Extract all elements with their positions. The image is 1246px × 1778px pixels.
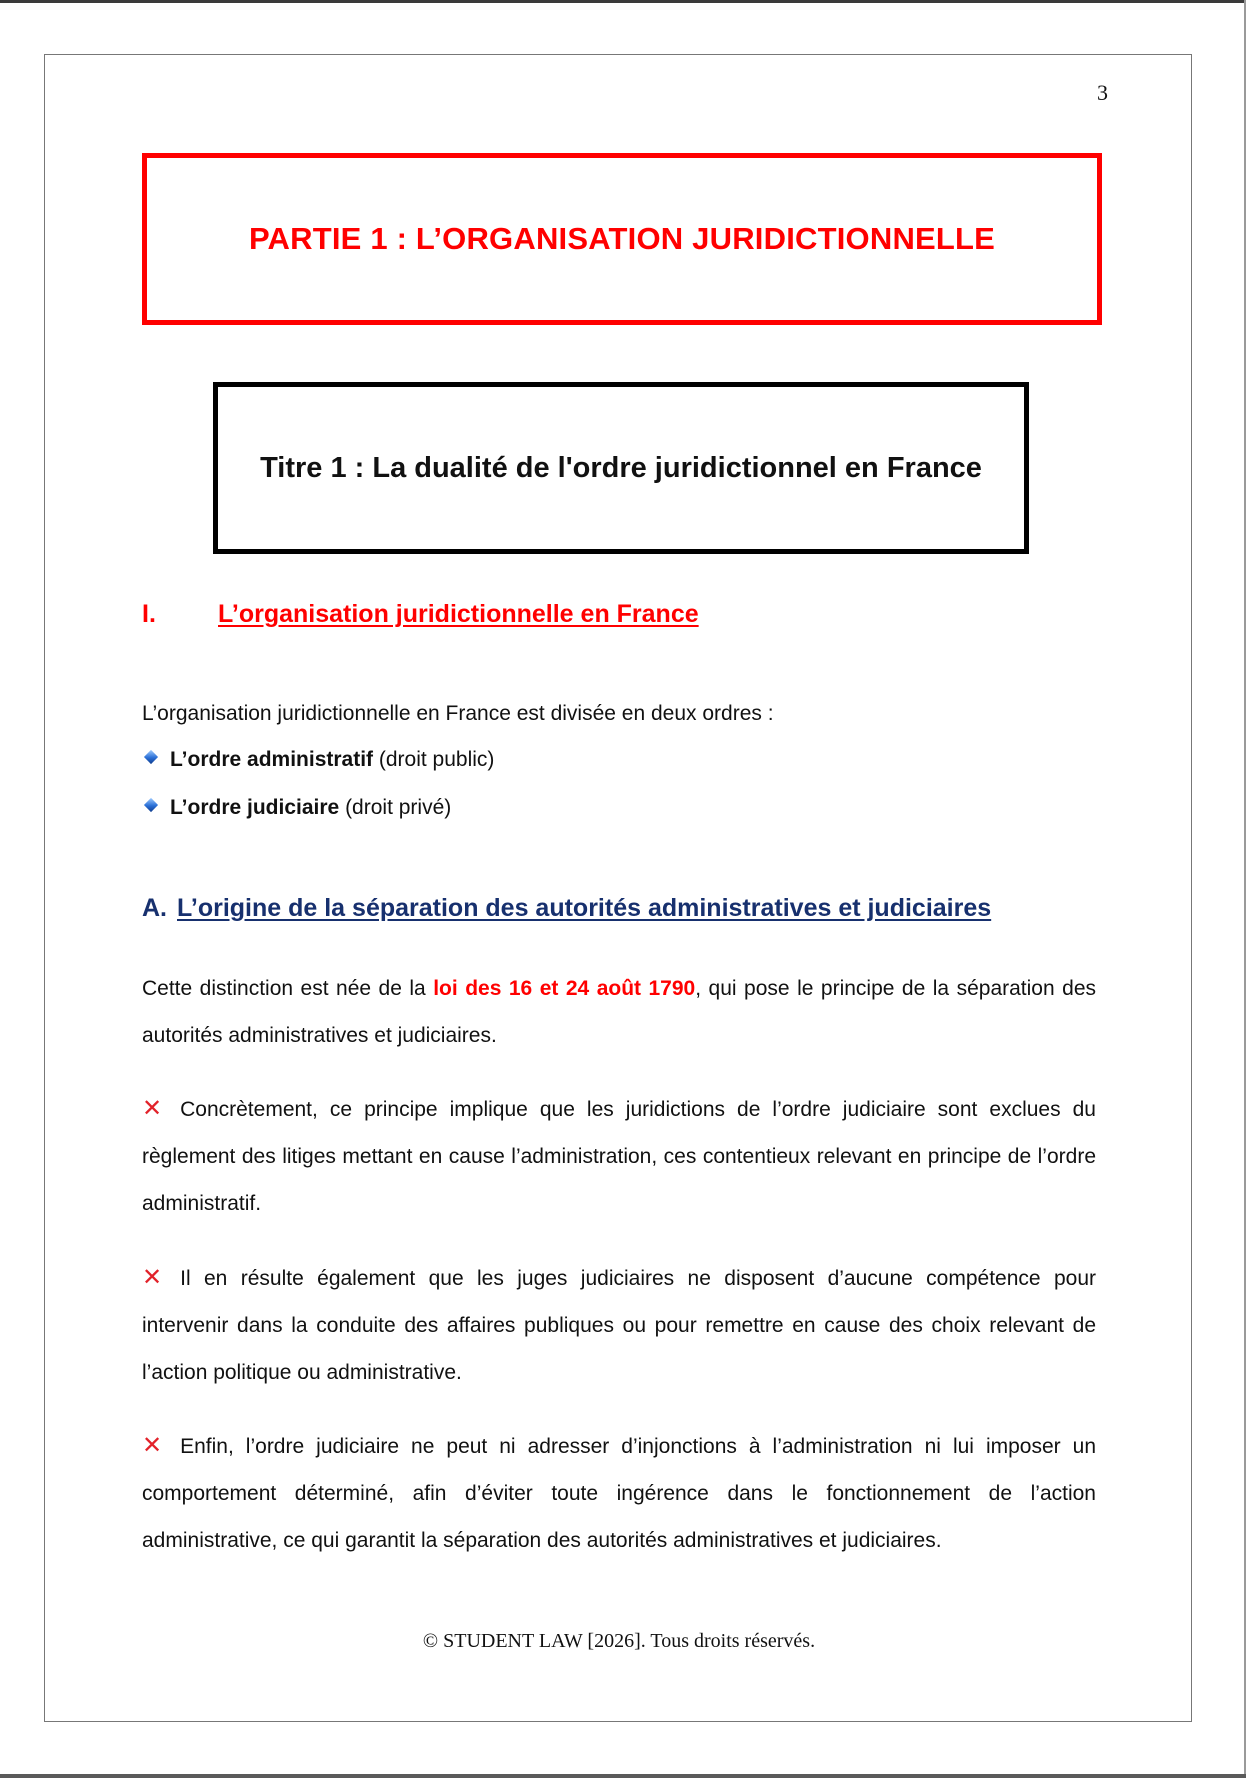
cross-icon: ✕ xyxy=(142,1432,163,1459)
cross-icon: ✕ xyxy=(142,1095,163,1122)
section-number: I. xyxy=(142,600,156,628)
list-item xyxy=(142,796,451,820)
paragraph-text: , qui pose le principe de la séparation des autorités administratives et judiciaires. xyxy=(142,977,1096,1047)
cross-icon: ✕ xyxy=(142,1264,163,1291)
page-number: 3 xyxy=(1097,80,1108,105)
point-paragraph xyxy=(142,1085,1096,1227)
intro-text: L’organisation juridictionnelle en France est divisée en deux ordres : xyxy=(142,702,774,725)
bullet-text: (droit public) xyxy=(373,748,495,771)
point-paragraph xyxy=(142,1422,1096,1564)
copyright-footer: © STUDENT LAW [2026]. Tous droits réservés. xyxy=(422,1630,816,1652)
window-top-edge xyxy=(0,0,1246,3)
bullet-bold-text: L’ordre administratif xyxy=(170,748,374,771)
paragraph-text: Cette distinction est née de la xyxy=(142,977,434,1000)
blue-diamond-icon xyxy=(144,750,158,764)
window-bottom-edge xyxy=(0,1774,1246,1778)
partie-title: PARTIE 1 : L’ORGANISATION JURIDICTIONNELLE xyxy=(248,221,996,256)
point-text: Il en résulte également que les juges judiciaires ne disposent d’aucune compétence pour intervenir dans la conduite des affaires publiques ou pour remettre en cause des choix relevant de l’action politique ou administrative. xyxy=(142,1267,1096,1384)
blue-diamond-icon xyxy=(144,798,158,812)
partie-title-box xyxy=(142,153,1102,325)
list-item xyxy=(142,748,494,772)
bullet-text: (droit privé) xyxy=(339,796,452,819)
subsection-letter: A. xyxy=(142,894,167,922)
section-title: L’organisation juridictionnelle en France xyxy=(218,600,699,628)
point-text: Enfin, l’ordre judiciaire ne peut ni adresser d’injonctions à l’administration ni lui imposer un comportement déterminé, afin d’éviter toute ingérence dans le fonctionnement de l’action administrative, ce qui garantit la séparation des autorités administratives et judiciaires. xyxy=(142,1435,1096,1552)
subsection-heading xyxy=(142,894,991,923)
point-paragraph xyxy=(142,1254,1096,1396)
titre-title-box xyxy=(213,382,1029,554)
law-reference: loi des 16 et 24 août 1790 xyxy=(433,977,696,1000)
subsection-title: L’origine de la séparation des autorités administratives et judiciaires xyxy=(177,894,992,922)
bullet-bold-text: L’ordre judiciaire xyxy=(170,796,340,819)
point-text: Concrètement, ce principe implique que les juridictions de l’ordre judiciaire sont exclues du règlement des litiges mettant en cause l’administration, ces contentieux relevant en principe de l’ordre administratif. xyxy=(142,1098,1096,1215)
titre-title: Titre 1 : La dualité de l'ordre juridictionnel en France xyxy=(260,451,982,484)
paragraph-origin xyxy=(142,965,1096,1059)
